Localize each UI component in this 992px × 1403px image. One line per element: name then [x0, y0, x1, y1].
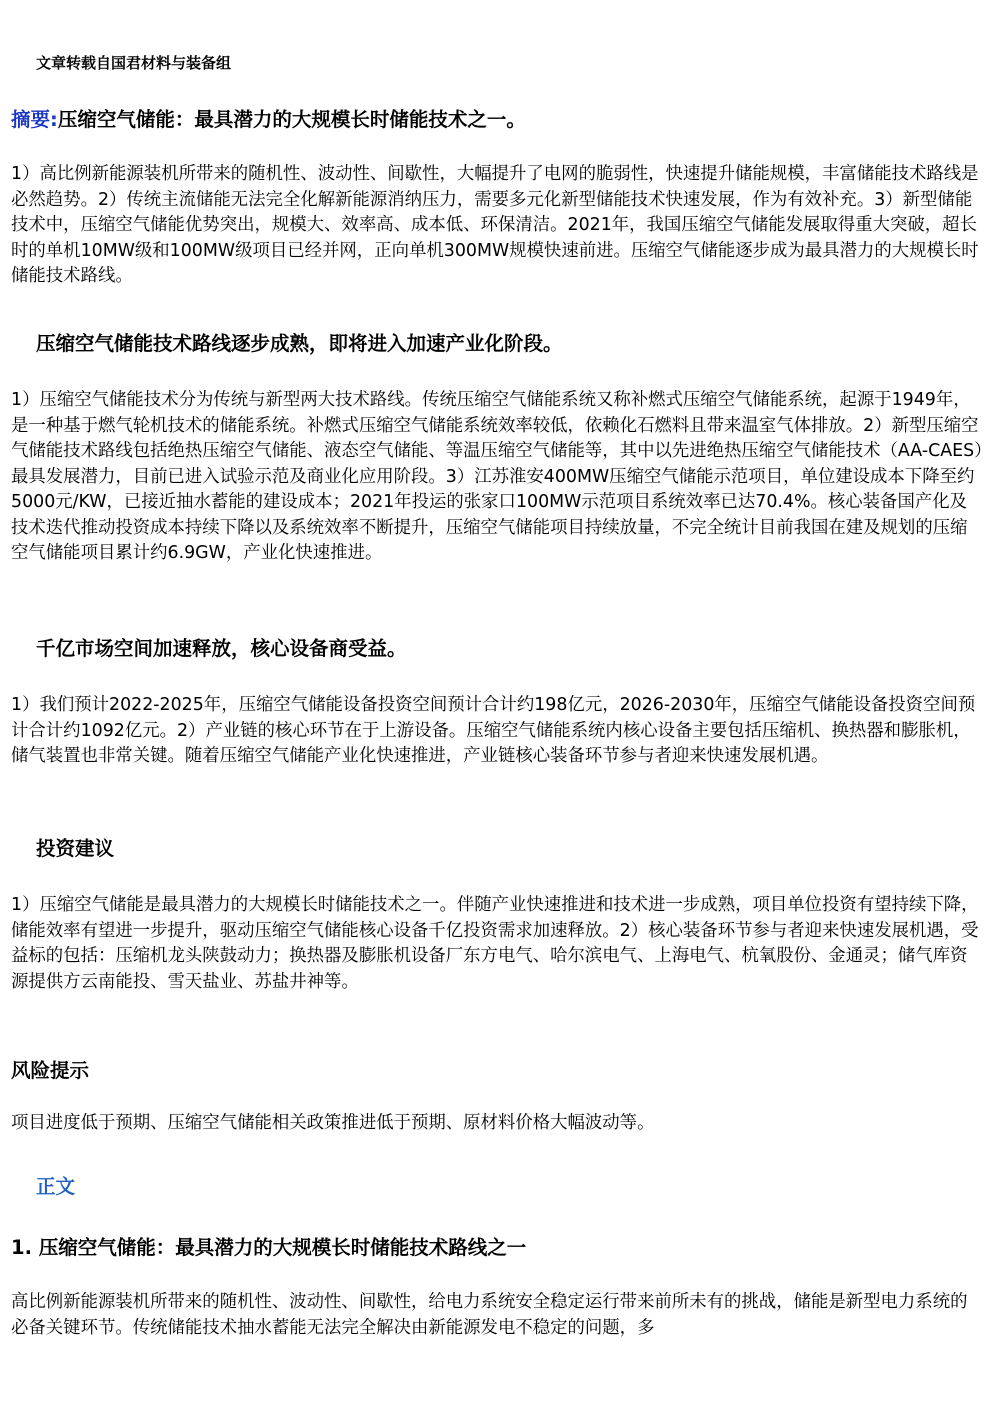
paragraph-tech-route: 1）压缩空气储能技术分为传统与新型两大技术路线。传统压缩空气储能系统又称补燃式压缩空气储能系统，起源于1949年，是一种基于燃气轮机技术的储能系统。补燃式压缩空气储能系统效率较低，依赖化石燃料且带来温室气体排放。2）新型压缩空气储能技术路线包括绝热压缩空气储能、液态空气储能、等温压缩空气储能等，其中以先进绝热压缩空气储能技术（AA-CAES）最具发展潜力，目前已进入试验示范及商业化应用阶段。3）江苏淮安400MW压缩空气储能示范项目，单位建设成本下降至约5000元/KW，已接近抽水蓄能的建设成本；2021年投运的张家口100MW示范项目系统效率已达70.4%。核心装备国产化及技术迭代推动投资成本持续下降以及系统效率不断提升，压缩空气储能项目持续放量，不完全统计目前我国在建及规划的压缩空气储能项目累计约6.9GW，产业化快速推进。 [11, 390, 983, 563]
paragraph-section-1: 高比例新能源装机所带来的随机性、波动性、间歇性，给电力系统安全稳定运行带来前所未有的挑战，储能是新型电力系统的必备关键环节。传统储能技术抽水蓄能无法完全解决由新能源发电不稳定的问题，多 [11, 1292, 968, 1338]
summary-lead: 摘要: [11, 108, 58, 131]
summary-title: 压缩空气储能：最具潜力的大规模长时储能技术之一。 [57, 108, 526, 131]
paragraph-market-space: 1）我们预计2022-2025年，压缩空气储能设备投资空间预计合计约198亿元，2026-2030年，压缩空气储能设备投资空间预计合计约1092亿元。2）产业链的核心环节在于上游设备。压缩空气储能系统内核心设备主要包括压缩机、换热器和膨胀机，储气装置也非常关键。随着压缩空气储能产业化快速推进，产业链核心装备环节参与者迎来快速发展机遇。 [11, 695, 976, 766]
heading-tech-route: 压缩空气储能技术路线逐步成熟，即将进入加速产业化阶段。 [36, 332, 563, 355]
heading-market-space: 千亿市场空间加速释放，核心设备商受益。 [36, 637, 407, 660]
paragraph-investment: 1）压缩空气储能是最具潜力的大规模长时储能技术之一。伴随产业快速推进和技术进一步成熟，项目单位投资有望持续下降，储能效率有望进一步提升，驱动压缩空气储能核心设备千亿投资需求加速释放。2）核心装备环节参与者迎来快速发展机遇，受益标的包括：压缩机龙头陕鼓动力；换热器及膨胀机设备厂东方电气、哈尔滨电气、上海电气、杭氧股份、金通灵；储气库资源提供方云南能投、雪天盐业、苏盐井神等。 [11, 895, 979, 992]
paragraph-intro: 1）高比例新能源装机所带来的随机性、波动性、间歇性，大幅提升了电网的脆弱性，快速提升储能规模，丰富储能技术路线是必然趋势。2）传统主流储能无法完全化解新能源消纳压力，需要多元化新型储能技术快速发展，作为有效补充。3）新型储能技术中，压缩空气储能优势突出，规模大、效率高、成本低、环保清洁。2021年，我国压缩空气储能发展取得重大突破，超长时的单机10MW级和100MW级项目已经并网，正向单机300MW规模快速前进。压缩空气储能逐步成为最具潜力的大规模长时储能技术路线。 [11, 164, 979, 286]
heading-investment: 投资建议 [36, 837, 115, 860]
source-line: 文章转载自国君材料与装备组 [36, 54, 232, 72]
paragraph-risk: 项目进度低于预期、压缩空气储能相关政策推进低于预期、原材料价格大幅波动等。 [11, 1113, 655, 1133]
summary-heading [11, 104, 526, 132]
heading-main-text: 正文 [36, 1175, 76, 1198]
heading-section-1: 1. 压缩空气储能：最具潜力的大规模长时储能技术路线之一 [11, 1236, 527, 1259]
heading-risk: 风险提示 [11, 1059, 90, 1082]
